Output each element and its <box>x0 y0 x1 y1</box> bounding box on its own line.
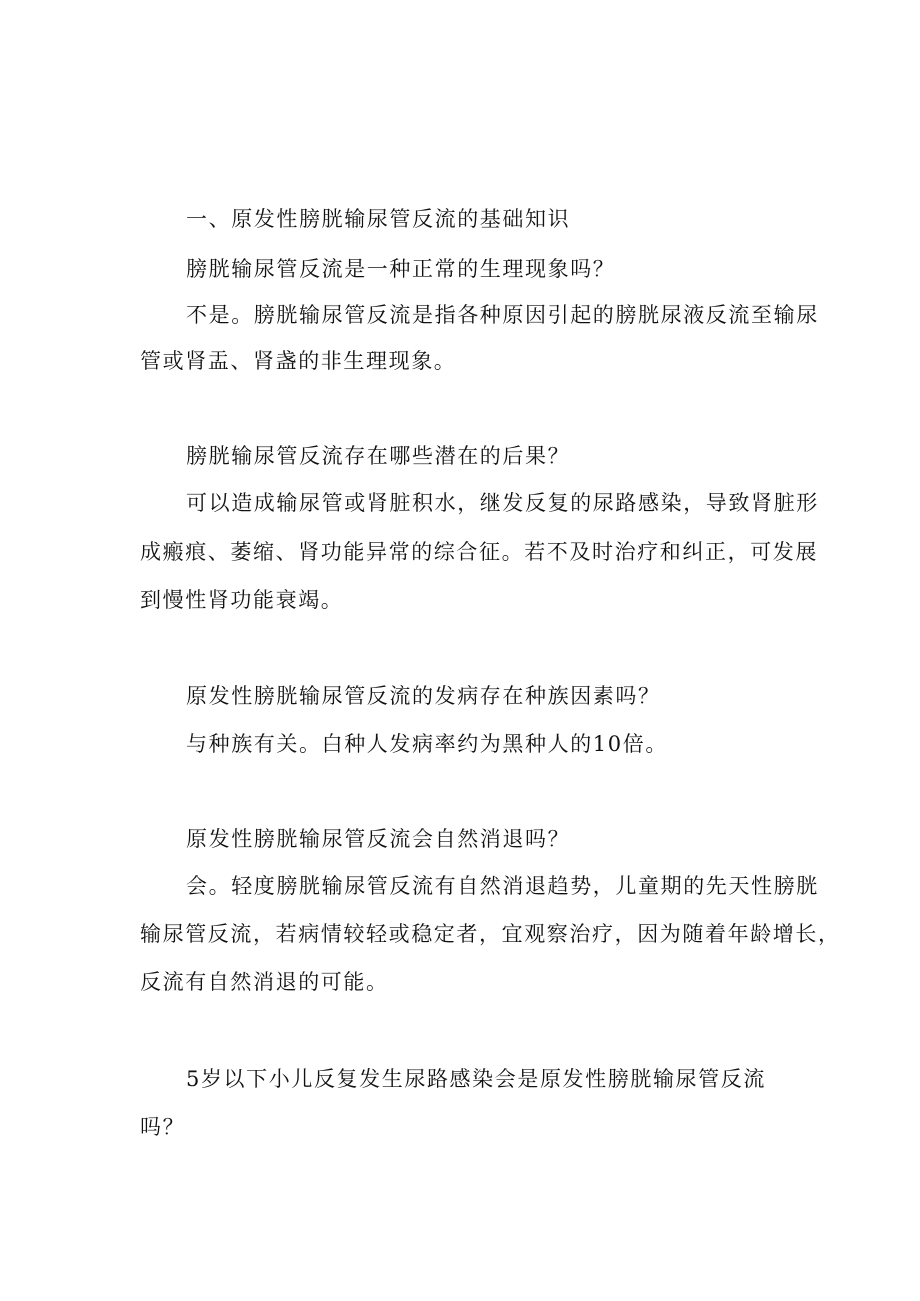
answer-1-line-2: 管或肾盂、肾盏的非生理现象。 <box>140 349 457 373</box>
question-4: 原发性膀胱输尿管反流会自然消退吗？ <box>186 827 571 851</box>
answer-2-line-1: 可以造成输尿管或肾脏积水，继发反复的尿路感染，导致肾脏形 <box>186 491 819 515</box>
question-3: 原发性膀胱输尿管反流的发病存在种族因素吗？ <box>186 684 661 708</box>
answer-1-line-1: 不是。膀胱输尿管反流是指各种原因引起的膀胱尿液反流至输尿 <box>186 303 819 327</box>
question-5-line-1: 5岁以下小儿反复发生尿路感染会是原发性膀胱输尿管反流 <box>186 1067 766 1091</box>
answer-4-line-3: 反流有自然消退的可能。 <box>140 970 389 994</box>
answer-4-line-1: 会。轻度膀胱输尿管反流有自然消退趋势，儿童期的先天性膀胱 <box>186 874 819 898</box>
section-title: 一、原发性膀胱输尿管反流的基础知识 <box>186 207 571 231</box>
question-2: 膀胱输尿管反流存在哪些潜在的后果？ <box>186 444 571 468</box>
answer-4-line-2: 输尿管反流，若病情较轻或稳定者，宜观察治疗，因为随着年龄增长， <box>140 922 841 946</box>
question-1: 膀胱输尿管反流是一种正常的生理现象吗？ <box>186 257 616 281</box>
answer-2-line-3: 到慢性肾功能衰竭。 <box>140 588 344 612</box>
question-5-line-2: 吗？ <box>140 1115 186 1139</box>
answer-2-line-2: 成瘢痕、萎缩、肾功能异常的综合征。若不及时治疗和纠正，可发展 <box>140 540 818 564</box>
answer-3-line-1: 与种族有关。白种人发病率约为黑种人的10倍。 <box>186 732 668 756</box>
